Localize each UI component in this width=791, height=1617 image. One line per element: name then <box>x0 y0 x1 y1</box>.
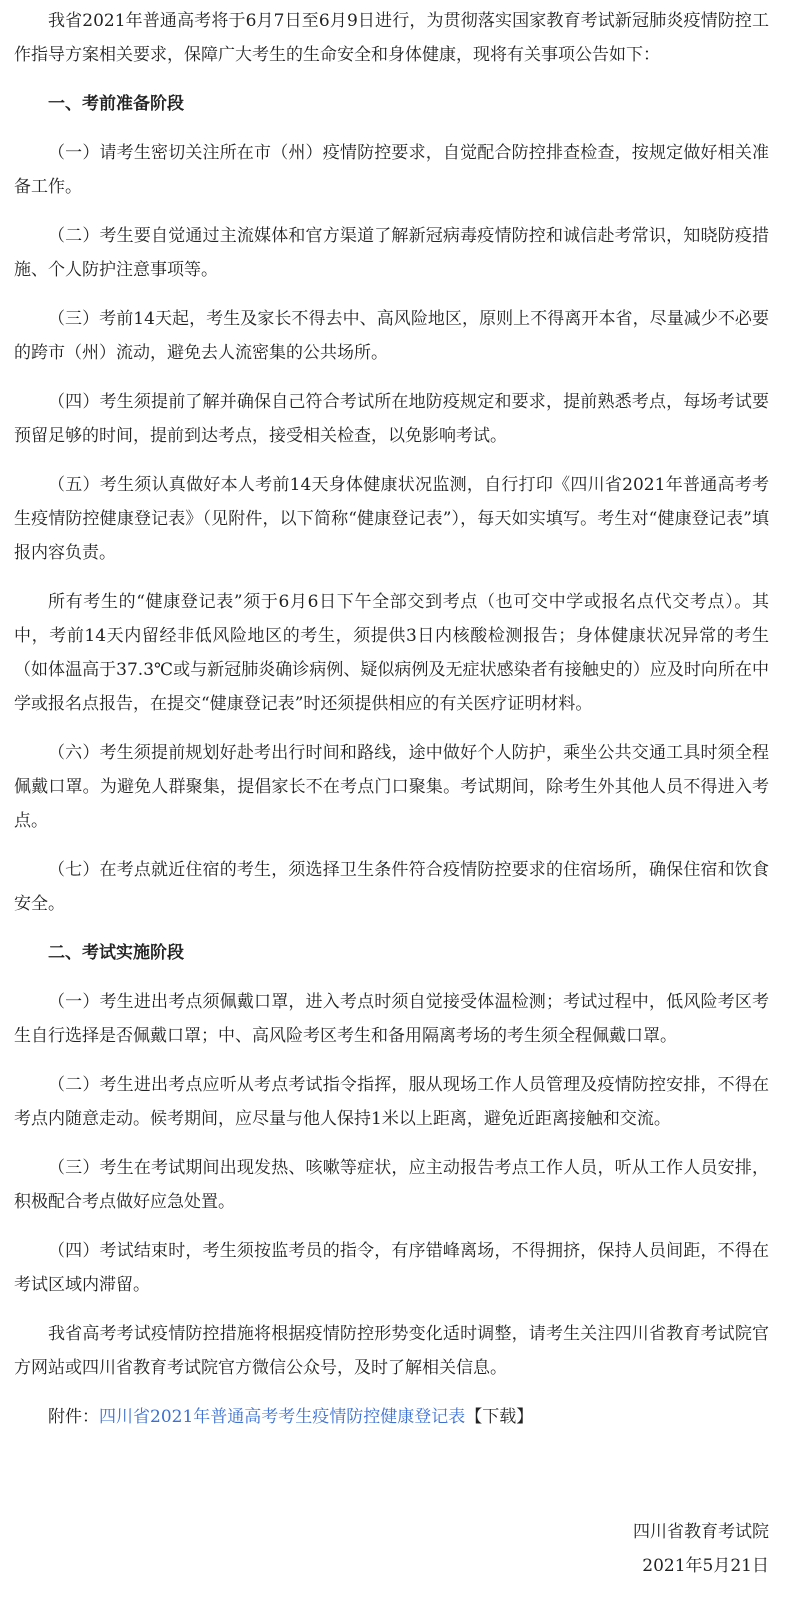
attachment-link[interactable]: 四川省2021年普通高考考生疫情防控健康登记表 <box>99 1407 466 1427</box>
signature-block <box>633 1515 769 1583</box>
section-2-item-3: （三）考生在考试期间出现发热、咳嗽等症状，应主动报告考点工作人员，听从工作人员安排，积极配合考点做好应急处置。 <box>14 1158 769 1212</box>
section-2-item-4: （四）考试结束时，考生须按监考员的指令，有序错峰离场，不得拥挤，保持人员间距，不得在考试区域内滞留。 <box>14 1241 769 1295</box>
section-2-item-2: （二）考生进出考点应听从考点考试指令指挥，服从现场工作人员管理及疫情防控安排，不得在考点内随意走动。候考期间，应尽量与他人保持1米以上距离，避免近距离接触和交流。 <box>14 1075 769 1129</box>
section-2-item-1: （一）考生进出考点须佩戴口罩，进入考点时须自觉接受体温检测；考试过程中，低风险考区考生自行选择是否佩戴口罩；中、高风险考区考生和备用隔离考场的考生须全程佩戴口罩。 <box>14 992 769 1046</box>
section-1-item-3: （三）考前14天起，考生及家长不得去中、高风险地区，原则上不得离开本省，尽量减少不必要的跨市（州）流动，避免去人流密集的公共场所。 <box>14 309 769 363</box>
section-1-item-1: （一）请考生密切关注所在市（州）疫情防控要求，自觉配合防控排查检查，按规定做好相关准备工作。 <box>14 143 769 197</box>
download-link[interactable]: 【下载】 <box>465 1407 534 1427</box>
attachment-label: 附件： <box>48 1407 99 1427</box>
section-2-title: 二、考试实施阶段 <box>48 943 184 963</box>
section-1-item-6: （六）考生须提前规划好赴考出行时间和路线，途中做好个人防护，乘坐公共交通工具时须全程佩戴口罩。为避免人群聚集，提倡家长不在考点门口聚集。考试期间，除考生外其他人员不得进入考点。 <box>14 743 769 831</box>
closing-paragraph: 我省高考考试疫情防控措施将根据疫情防控形势变化适时调整，请考生关注四川省教育考试院官方网站或四川省教育考试院官方微信公众号，及时了解相关信息。 <box>14 1324 769 1378</box>
section-1-item-2: （二）考生要自觉通过主流媒体和官方渠道了解新冠病毒疫情防控和诚信赴考常识，知晓防疫措施、个人防护注意事项等。 <box>14 226 769 280</box>
section-1-item-5: （五）考生须认真做好本人考前14天身体健康状况监测，自行打印《四川省2021年普通高考考生疫情防控健康登记表》（见附件，以下简称“健康登记表”），每天如实填写。考生对“健康登记表”填报内容负责。 <box>14 475 769 563</box>
section-1-note: 所有考生的“健康登记表”须于6月6日下午全部交到考点（也可交中学或报名点代交考点）。其中，考前14天内留经非低风险地区的考生，须提供3日内核酸检测报告；身体健康状况异常的考生（如体温高于37.3℃或与新冠肺炎确诊病例、疑似病例及无症状感染者有接触史的）应及时向所在中学或报名点报告，在提交“健康登记表”时还须提供相应的有关医疗证明材料。 <box>14 592 769 714</box>
section-1-title: 一、考前准备阶段 <box>48 94 184 114</box>
signature-date: 2021年5月21日 <box>642 1556 769 1576</box>
intro-paragraph: 我省2021年普通高考将于6月7日至6月9日进行，为贯彻落实国家教育考试新冠肺炎疫情防控工作指导方案相关要求，保障广大考生的生命安全和身体健康，现将有关事项公告如下： <box>14 11 769 65</box>
section-1-item-4: （四）考生须提前了解并确保自己符合考试所在地防疫规定和要求，提前熟悉考点，每场考试要预留足够的时间，提前到达考点，接受相关检查，以免影响考试。 <box>14 392 769 446</box>
section-1-item-7: （七）在考点就近住宿的考生，须选择卫生条件符合疫情防控要求的住宿场所，确保住宿和饮食安全。 <box>14 860 769 914</box>
attachment-line <box>14 1400 769 1434</box>
signature-org: 四川省教育考试院 <box>633 1522 769 1542</box>
